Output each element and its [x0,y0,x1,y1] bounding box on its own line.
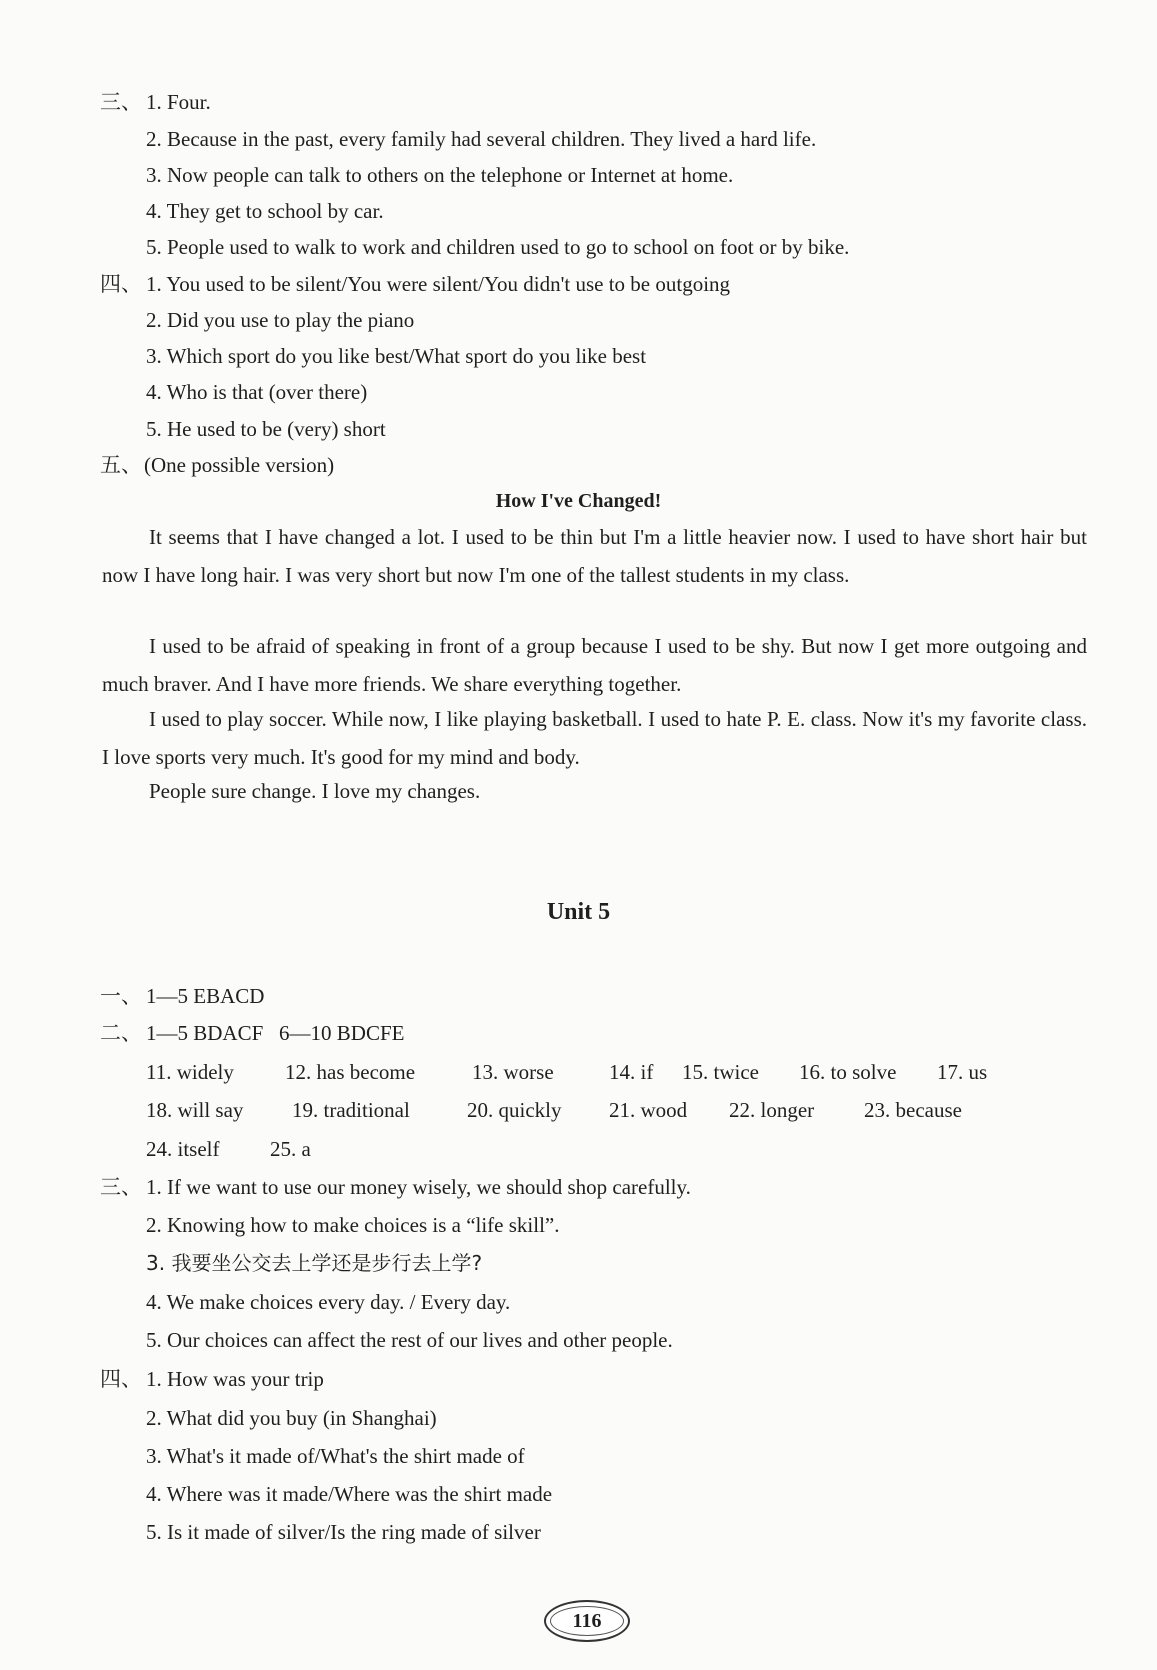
section-marker: 三、 [100,1175,142,1199]
answer-item: 3. What's it made of/What's the shirt made of [146,1444,525,1468]
answer-item: 5. Our choices can affect the rest of our lives and other people. [146,1328,673,1352]
answer-item: 1. Four. [146,90,211,114]
answer-row [146,1097,962,1123]
essay-paragraph: People sure change. I love my changes. [149,779,481,803]
page-number-badge [544,1600,630,1642]
answer-item: 2. What did you buy (in Shanghai) [146,1406,437,1430]
fill-answer: 22. longer [729,1098,815,1122]
answer-item: 4. We make choices every day. / Every day. [146,1290,511,1314]
answer-row [146,1059,987,1085]
fill-answer: 16. to solve [799,1060,897,1084]
answer-item: 3. Now people can talk to others on the telephone or Internet at home. [146,163,734,187]
fill-answer: 23. because [864,1098,962,1122]
answer-item: 3. Which sport do you like best/What sport do you like best [146,344,647,368]
answer-item: 1—5 EBACD [146,984,265,1008]
section-marker: 二、 [100,1021,142,1045]
fill-answer: 11. widely [146,1060,234,1084]
fill-answer: 25. a [270,1137,311,1161]
answer-item: 3. 我要坐公交去上学还是步行去上学? [146,1251,483,1275]
fill-answer: 15. twice [682,1060,759,1084]
fill-answer: 17. us [937,1060,988,1084]
answer-row [146,1136,311,1162]
fill-answer: 20. quickly [467,1098,562,1122]
unit-heading: Unit 5 [546,899,611,925]
essay-paragraph: It seems that I have changed a lot. I used to be thin but I'm a little heavier now. I used to have short hair but now I have long hair. I was very short but now I'm one of the tallest students in my class. [102,525,1087,588]
answer-item: 4. They get to school by car. [146,199,384,223]
version-label: (One possible version) [144,453,335,477]
answer-item: 5. He used to be (very) short [146,417,386,441]
section-marker: 一、 [100,984,142,1008]
answer-item: 5. People used to walk to work and children used to go to school on foot or by bike. [146,235,850,259]
answer-item: 1. You used to be silent/You were silent/You didn't use to be outgoing [146,272,731,296]
answer-item: 1—5 BDACF 6—10 BDCFE [146,1021,405,1045]
answer-item: 5. Is it made of silver/Is the ring made of silver [146,1520,541,1544]
fill-answer: 18. will say [146,1098,244,1122]
section-marker: 三、 [100,90,142,114]
page-number: 116 [572,1609,602,1632]
essay-title: How I've Changed! [495,490,662,512]
answer-item: 2. Did you use to play the piano [146,308,415,332]
fill-answer: 24. itself [146,1137,220,1161]
answer-item: 4. Where was it made/Where was the shirt made [146,1482,553,1506]
answer-item: 1. If we want to use our money wisely, we should shop carefully. [146,1175,691,1199]
fill-answer: 14. if [609,1060,654,1084]
fill-answer: 12. has become [285,1060,416,1084]
essay-paragraph: I used to be afraid of speaking in front of a group because I used to be shy. But now I get more outgoing and much braver. And I have more friends. We share everything together. [102,634,1087,697]
section-marker: 五、 [100,453,142,477]
section-marker: 四、 [100,1367,142,1391]
answer-item: 2. Because in the past, every family had several children. They lived a hard life. [146,127,817,151]
essay-paragraph: I used to play soccer. While now, I like playing basketball. I used to hate P. E. class. Now it's my favorite class. I love sports very much. It's good for my mind and body. [102,707,1087,770]
fill-answer: 13. worse [472,1060,554,1084]
fill-answer: 19. traditional [292,1098,410,1122]
section-marker: 四、 [100,272,142,296]
answer-item: 1. How was your trip [146,1367,324,1391]
fill-answer: 21. wood [609,1098,688,1122]
answer-item: 2. Knowing how to make choices is a “life skill”. [146,1213,560,1237]
answer-item: 4. Who is that (over there) [146,380,368,404]
